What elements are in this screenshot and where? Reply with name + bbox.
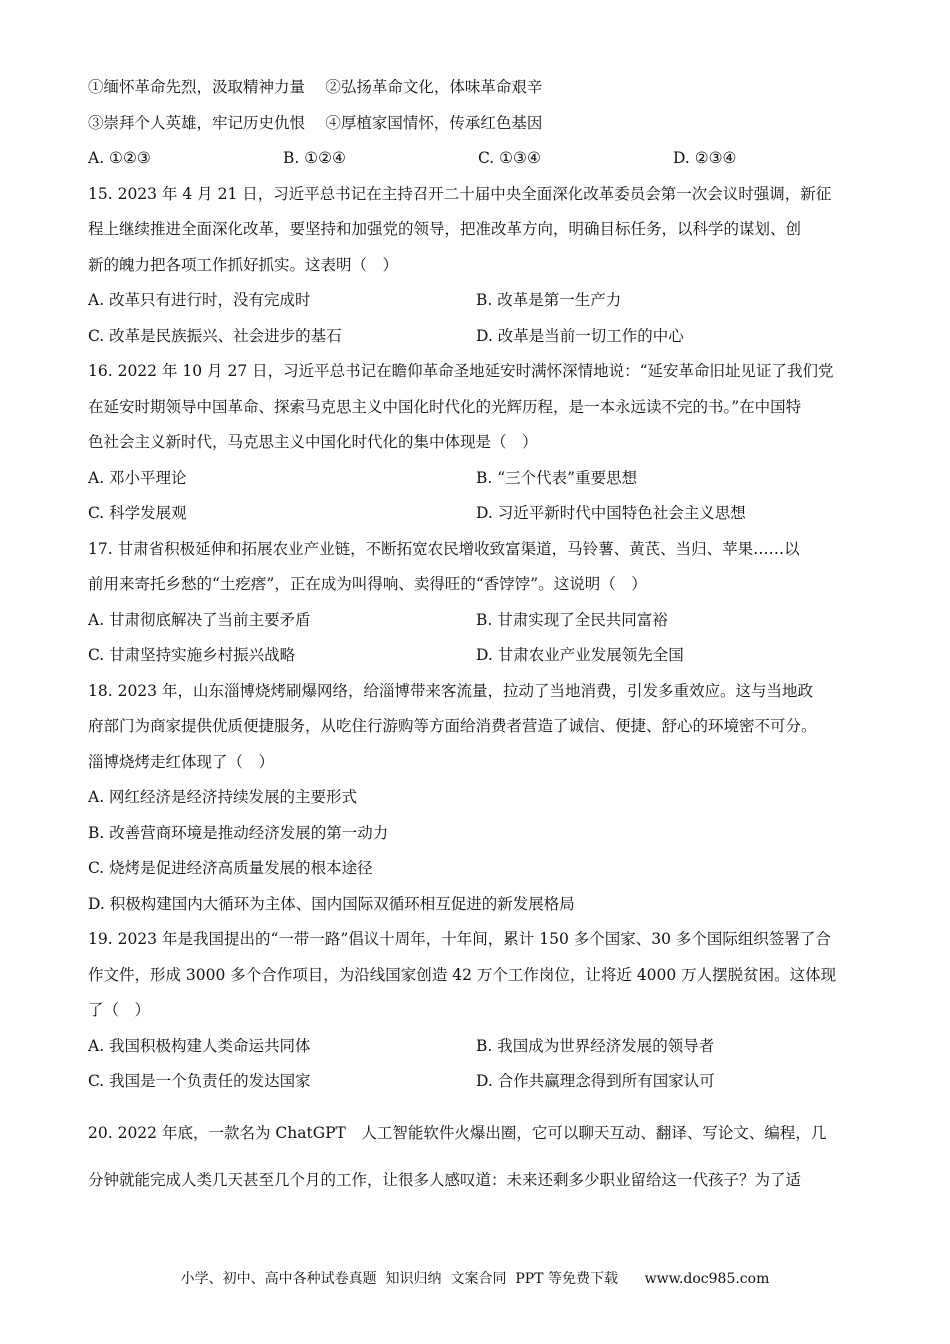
- question-text-line: 淄博烧烤走红体现了（ ）: [88, 752, 275, 771]
- options-row: [88, 1064, 868, 1100]
- options-row: [88, 638, 868, 674]
- question-text-line: 16. 2022 年 10 月 27 日，习近平总书记在瞻仰革命圣地延安时满怀深情地说：“延安革命旧址见证了我们党: [88, 362, 834, 380]
- question-text-line: 20. 2022 年底，一款名为 ChatGPT 人工智能软件火爆出圈，它可以聊天互动、翻译、写论文、编程，几: [88, 1123, 827, 1142]
- option-b: B. 我国成为世界经济发展的领导者: [476, 1036, 715, 1055]
- option-d: D. ②③④: [673, 149, 737, 167]
- option-c: C. 甘肃坚持实施乡村振兴战略: [88, 646, 296, 664]
- statement-line: ①缅怀革命先烈，汲取精神力量 ②弘扬革命文化，体味革命艰辛: [88, 78, 543, 96]
- option-d: D. 积极构建国内大循环为主体、国内国际双循环相互促进的新发展格局: [88, 894, 575, 913]
- statement-line: ③崇拜个人英雄，牢记历史仇恨 ④厚植家国情怀，传承红色基因: [88, 113, 543, 132]
- options-row: [88, 283, 868, 319]
- options-row: [88, 1029, 868, 1065]
- option-a: A. 甘肃彻底解决了当前主要矛盾: [88, 610, 311, 629]
- options-row: [88, 461, 868, 497]
- option-a: A. 改革只有进行时，没有完成时: [88, 291, 311, 309]
- option-c: C. ①③④: [478, 149, 541, 167]
- question-14: [88, 70, 868, 177]
- option-c: C. 改革是民族振兴、社会进步的基石: [88, 326, 342, 345]
- option-c: C. 烧烤是促进经济高质量发展的根本途径: [88, 859, 373, 877]
- page-footer: 小学、初中、高中各种试卷真题 知识归纳 文案合同 PPT 等免费下载 www.doc985.com: [180, 1271, 770, 1287]
- question-19: [88, 922, 868, 1100]
- question-text-line: 前用来寄托乡愁的“土疙瘩”，正在成为叫得响、卖得旺的“香饽饽”。这说明（ ）: [88, 575, 647, 593]
- exam-page: [88, 70, 868, 1204]
- option-a: A. 邓小平理论: [88, 468, 187, 487]
- option-a: A. ①②③: [88, 149, 151, 167]
- question-18: [88, 674, 868, 923]
- options-row: [88, 319, 868, 355]
- question-text-line: 新的魄力把各项工作抓好抓实。这表明（ ）: [88, 255, 399, 274]
- options-row: [88, 141, 868, 177]
- question-20: [88, 1110, 868, 1204]
- question-text-line: 在延安时期领导中国革命、探索马克思主义中国化时代化的光辉历程，是一本永远读不完的书。”在中国特: [88, 397, 802, 416]
- option-b: B. 改革是第一生产力: [476, 291, 622, 309]
- option-a: A. 我国积极构建人类命运共同体: [88, 1036, 311, 1055]
- option-d: D. 合作共赢理念得到所有国家认可: [476, 1072, 715, 1090]
- question-text-line: 17. 甘肃省积极延伸和拓展农业产业链，不断拓宽农民增收致富渠道，马铃薯、黄芪、当归、苹果……以: [88, 539, 800, 558]
- option-d: D. 改革是当前一切工作的中心: [476, 326, 684, 345]
- option-a: A. 网红经济是经济持续发展的主要形式: [88, 788, 358, 806]
- option-d: D. 甘肃农业产业发展领先全国: [476, 646, 684, 664]
- question-15: [88, 177, 868, 355]
- question-text-line: 分钟就能完成人类几天甚至几个月的工作，让很多人感叹道：未来还剩多少职业留给这一代孩子？为了适: [88, 1170, 802, 1189]
- question-text-line: 19. 2023 年是我国提出的“一带一路”倡议十周年，十年间，累计 150 多个国家、30 多个国际组织签署了合: [88, 930, 831, 948]
- question-text-line: 程上继续推进全面深化改革，要坚持和加强党的领导，把准改革方向，明确目标任务，以科学的谋划、创: [88, 220, 802, 238]
- question-17: [88, 532, 868, 674]
- question-text-line: 了（ ）: [88, 1001, 151, 1019]
- question-text-line: 色社会主义新时代，马克思主义中国化时代化的集中体现是（ ）: [88, 433, 538, 451]
- options-row: [88, 496, 868, 532]
- option-b: B. 改善营商环境是推动经济发展的第一动力: [88, 823, 389, 842]
- question-text-line: 18. 2023 年，山东淄博烧烤刷爆网络，给淄博带来客流量，拉动了当地消费，引发多重效应。这与当地政: [88, 681, 813, 700]
- option-b: B. 甘肃实现了全民共同富裕: [476, 610, 668, 629]
- question-text-line: 府部门为商家提供优质便捷服务，从吃住行游购等方面给消费者营造了诚信、便捷、舒心的环境密不可分。: [88, 717, 817, 735]
- options-row: [88, 603, 868, 639]
- option-b: B. “三个代表”重要思想: [476, 468, 638, 487]
- question-text-line: 15. 2023 年 4 月 21 日，习近平总书记在主持召开二十届中央全面深化改革委员会第一次会议时强调，新征: [88, 184, 832, 203]
- question-16: [88, 354, 868, 532]
- question-text-line: 作文件，形成 3000 多个合作项目，为沿线国家创造 42 万个工作岗位，让将近 4000 万人摆脱贫困。这体现: [88, 965, 837, 984]
- option-b: B. ①②④: [283, 149, 346, 167]
- option-d: D. 习近平新时代中国特色社会主义思想: [476, 504, 746, 522]
- option-c: C. 科学发展观: [88, 504, 187, 522]
- option-c: C. 我国是一个负责任的发达国家: [88, 1072, 311, 1090]
